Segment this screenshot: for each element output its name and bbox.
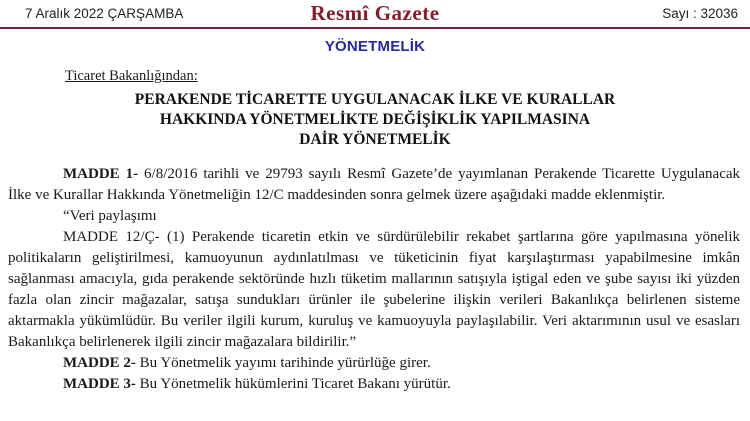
article-number-madde-2: MADDE 2-	[63, 355, 136, 371]
issuing-authority: Ticaret Bakanlığından:	[65, 68, 198, 84]
paragraph-madde-1-text: 6/8/2016 tarihli ve 29793 sayılı Resmî Gazete’de yayımlanan Perakende Ticarette Uygulanacak İlke ve Kurallar Hakkında Yönetmeliğin 12/C maddesinden sonra gelmek üzere aşağıdaki madde eklenmiştir.	[8, 166, 741, 203]
paragraph-madde-12c	[8, 227, 740, 353]
paragraph-madde-2-text: Bu Yönetmelik yayımı tarihinde yürürlüğe girer.	[135, 355, 431, 371]
gazette-issue-number: Sayı : 32036	[662, 6, 738, 21]
paragraph-madde-3	[8, 374, 740, 395]
gazette-header	[0, 0, 750, 27]
gazette-masthead: Resmî Gazete	[310, 1, 440, 25]
section-heading: YÖNETMELİK	[324, 38, 426, 55]
line-veri-paylasimi-text: “Veri paylaşımı	[63, 208, 157, 224]
line-veri-paylasimi	[8, 206, 740, 227]
paragraph-madde-12c-text: MADDE 12/Ç- (1) Perakende ticaretin etkin ve sürdürülebilir rekabet şartlarına göre yapılmasına yönelik politikaların geliştirilmesi, kamuoyunun aydınlatılması ve tüketicinin fiyat karşılaştırması yapabilmesine imkân sağlanması amacıyla, gıda perakende sektöründe hızlı tüketim mallarının satışıyla iştigal eden ve şube sayısı iki yüzden fazla olan zincir mağazalar, satışa sundukları ürünler ile şubelerine ilişkin verileri Bakanlıkça belirlenen sisteme aktarmakla yükümlüdür. Bu veriler ilgili kurum, kuruluş ve kamuoyuyla paylaşılabilir. Veri aktarımının usul ve esasları Bakanlıkça belirlenerek ilgili zincir mağazalara bildirilir.”	[8, 229, 740, 350]
regulation-title-line-3: DAİR YÖNETMELİK	[299, 131, 451, 148]
regulation-title-line-1: PERAKENDE TİCARETTE UYGULANACAK İLKE VE KURALLAR	[134, 91, 616, 108]
regulation-title	[0, 90, 750, 150]
header-divider	[0, 27, 750, 29]
paragraph-madde-2	[8, 353, 740, 374]
articles-section	[0, 164, 750, 395]
document-body	[0, 68, 750, 395]
paragraph-madde-1	[8, 164, 740, 206]
paragraph-madde-3-text: Bu Yönetmelik hükümlerini Ticaret Bakanı yürütür.	[135, 376, 451, 392]
gazette-date: 7 Aralık 2022 ÇARŞAMBA	[25, 6, 184, 21]
article-number-madde-3: MADDE 3-	[63, 376, 136, 392]
article-number-madde-1: MADDE 1-	[63, 166, 139, 182]
regulation-title-line-2: HAKKINDA YÖNETMELİKTE DEĞİŞİKLİK YAPILMASINA	[159, 111, 591, 128]
